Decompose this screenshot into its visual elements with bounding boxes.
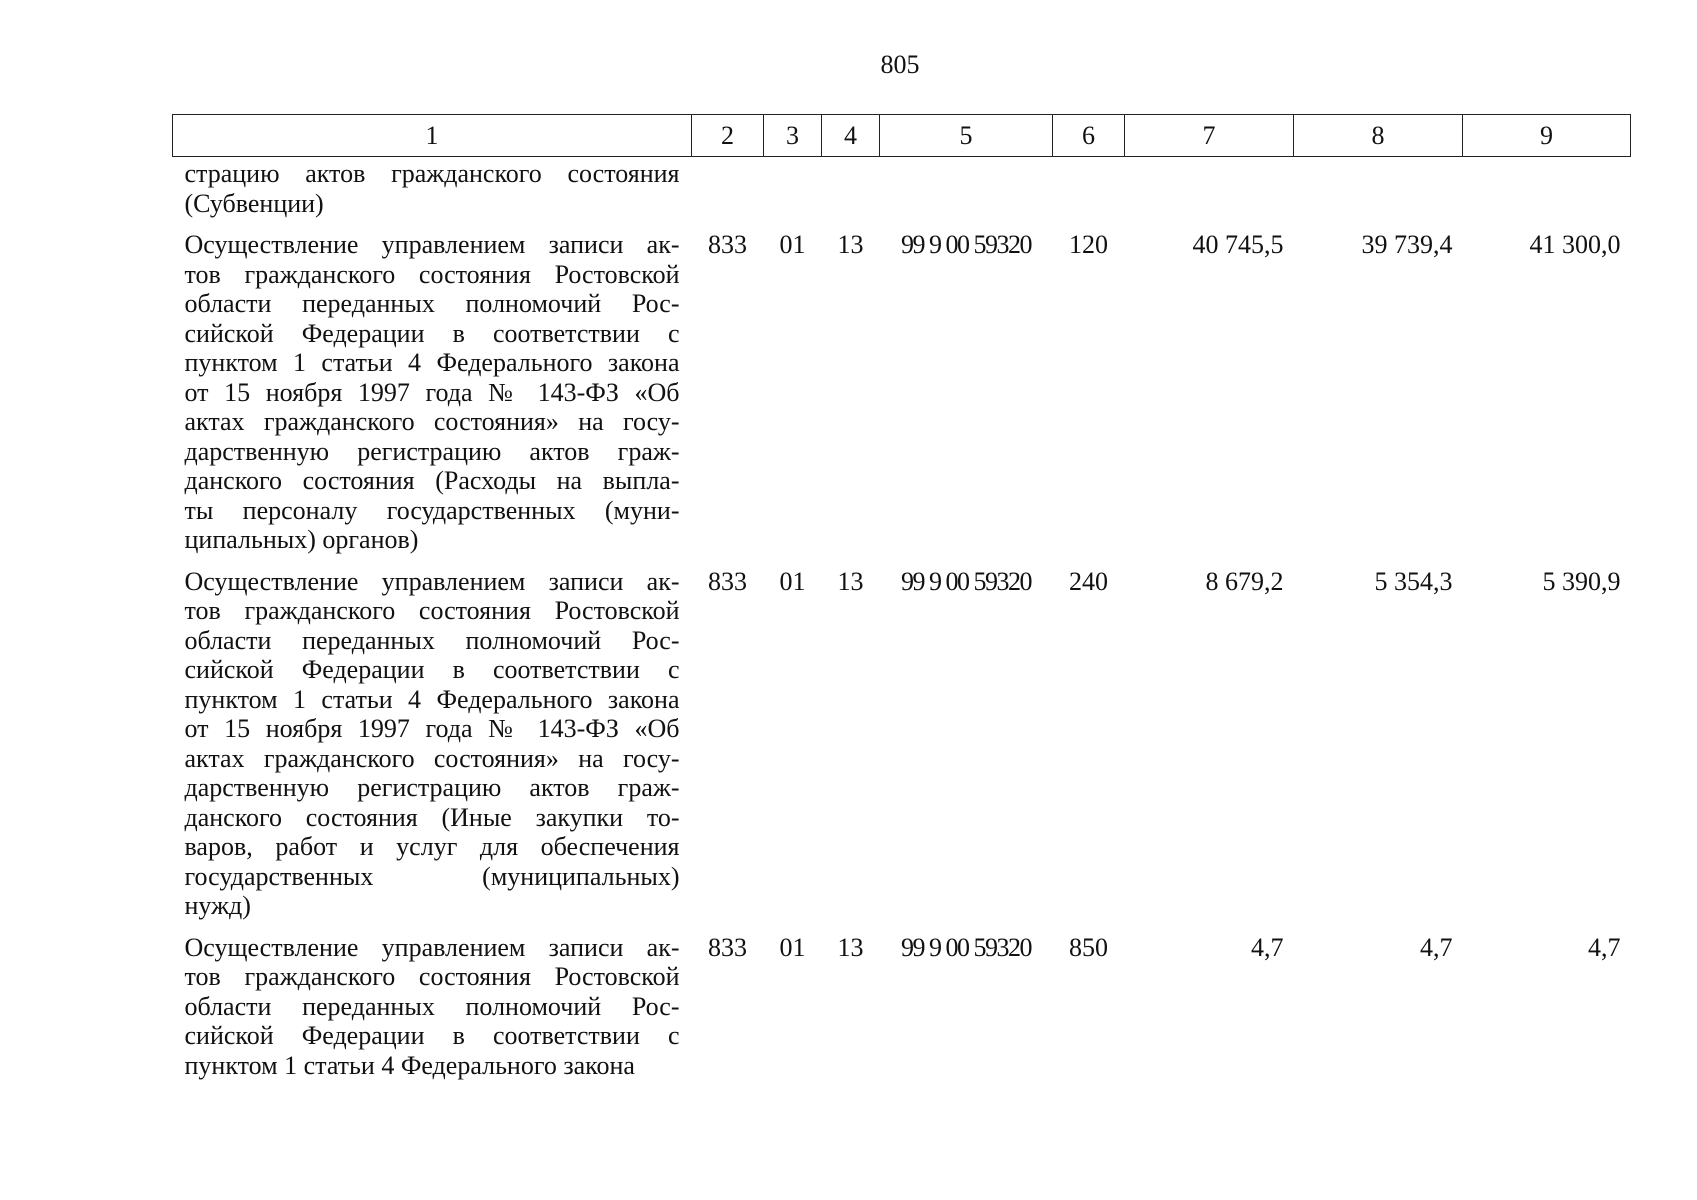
- header-col-8: 8: [1294, 115, 1463, 157]
- header-col-2: 2: [692, 115, 764, 157]
- header-col-7: 7: [1125, 115, 1294, 157]
- section-code-cell: 01: [779, 230, 806, 259]
- header-col-4: 4: [822, 115, 880, 157]
- description-line: сийской Федерации в соответствии с: [184, 1021, 680, 1050]
- amount-year-3-cell: 5 390,9: [1542, 566, 1621, 596]
- amount-year-1-cell: 8 679,2: [1205, 566, 1284, 596]
- amount-year-1-cell: 40 745,5: [1192, 230, 1284, 259]
- target-article-cell: 99 9 00 59320: [901, 230, 1031, 259]
- description-line: актах гражданского состояния» на госу-: [184, 407, 680, 436]
- description-line: варов, работ и услуг для обеспечения: [184, 832, 680, 861]
- empty-cell: [764, 157, 822, 231]
- amount-year-2-cell: 39 739,4: [1361, 230, 1453, 259]
- description-line: ципальных) органов): [184, 525, 419, 554]
- budget-table-container: [172, 114, 1630, 1092]
- row-description: [173, 230, 692, 567]
- subsection-code-cell: 13: [837, 932, 864, 962]
- table-row: [173, 230, 1631, 567]
- grbs-code-cell: 833: [708, 230, 747, 259]
- empty-cell: [692, 157, 764, 231]
- page-number: 805: [880, 50, 920, 79]
- expense-type-cell: 850: [1069, 932, 1108, 962]
- budget-table: [172, 114, 1631, 1092]
- description-line: нужд): [184, 891, 251, 920]
- description-line: дарственную регистрацию актов граж-: [184, 436, 680, 466]
- header-col-9: 9: [1463, 115, 1631, 157]
- description-line: сийской Федерации в соответствии с: [184, 655, 680, 684]
- amount-year-2-cell: 5 354,3: [1374, 566, 1453, 596]
- amount-year-2-cell: 4,7: [1420, 932, 1453, 962]
- description-line: страцию актов гражданского состояния: [184, 159, 680, 188]
- continuation-description: [173, 157, 692, 231]
- description-line: сийской Федерации в соответствии с: [184, 318, 680, 348]
- description-line: государственных (муниципальных): [184, 861, 680, 891]
- grbs-code-cell: 833: [708, 932, 747, 962]
- section-code-cell: 01: [779, 932, 806, 962]
- empty-cell: [1125, 157, 1294, 231]
- row-description: [173, 933, 692, 1093]
- description-line: области переданных полномочий Рос-: [184, 289, 680, 318]
- row-description: [173, 567, 692, 933]
- description-line: (Субвенции): [184, 188, 324, 218]
- empty-cell: [1053, 157, 1125, 231]
- description-line: Осуществление управлением записи ак-: [184, 932, 680, 962]
- description-line: дарственную регистрацию актов граж-: [184, 773, 680, 802]
- grbs-code-cell: 833: [708, 566, 747, 596]
- description-line: тов гражданского состояния Ростовской: [184, 596, 680, 625]
- description-line: Осуществление управлением записи ак-: [184, 230, 680, 259]
- description-line: пунктом 1 статьи 4 Федерального закона: [184, 1050, 635, 1080]
- empty-cell: [1463, 157, 1631, 231]
- header-col-6: 6: [1053, 115, 1125, 157]
- target-article-cell: 99 9 00 59320: [901, 566, 1031, 596]
- description-line: от 15 ноября 1997 года № 143-ФЗ «Об: [184, 714, 680, 743]
- empty-cell: [1294, 157, 1463, 231]
- table-body: [173, 157, 1631, 1093]
- empty-cell: [822, 157, 880, 231]
- header-row: [173, 115, 1631, 157]
- description-line: данского состояния (Расходы на выпла-: [184, 466, 680, 495]
- table-row-continuation: [173, 157, 1631, 231]
- empty-cell: [880, 157, 1053, 231]
- expense-type-cell: 240: [1069, 566, 1108, 596]
- description-line: области переданных полномочий Рос-: [184, 625, 680, 655]
- description-line: актах гражданского состояния» на госу-: [184, 743, 680, 773]
- header-col-3: 3: [764, 115, 822, 157]
- description-line: пунктом 1 статьи 4 Федерального закона: [184, 348, 680, 377]
- amount-year-3-cell: 4,7: [1588, 932, 1621, 962]
- subsection-code-cell: 13: [837, 230, 864, 259]
- header-col-5: 5: [880, 115, 1053, 157]
- description-line: Осуществление управлением записи ак-: [184, 566, 680, 596]
- table-row: [173, 933, 1631, 1093]
- description-line: тов гражданского состояния Ростовской: [184, 259, 680, 289]
- subsection-code-cell: 13: [837, 566, 864, 596]
- amount-year-3-cell: 41 300,0: [1529, 230, 1621, 259]
- description-line: тов гражданского состояния Ростовской: [184, 962, 680, 991]
- description-line: области переданных полномочий Рос-: [184, 991, 680, 1021]
- target-article-cell: 99 9 00 59320: [901, 932, 1031, 962]
- description-line: от 15 ноября 1997 года № 143-ФЗ «Об: [184, 377, 680, 407]
- table-row: [173, 567, 1631, 933]
- expense-type-cell: 120: [1069, 230, 1108, 259]
- table-header: [173, 115, 1631, 157]
- description-line: данского состояния (Иные закупки то-: [184, 802, 680, 832]
- section-code-cell: 01: [779, 566, 806, 596]
- header-col-1: 1: [173, 115, 692, 157]
- description-line: ты персоналу государственных (муни-: [184, 495, 680, 525]
- description-line: пунктом 1 статьи 4 Федерального закона: [184, 684, 680, 714]
- amount-year-1-cell: 4,7: [1251, 932, 1284, 962]
